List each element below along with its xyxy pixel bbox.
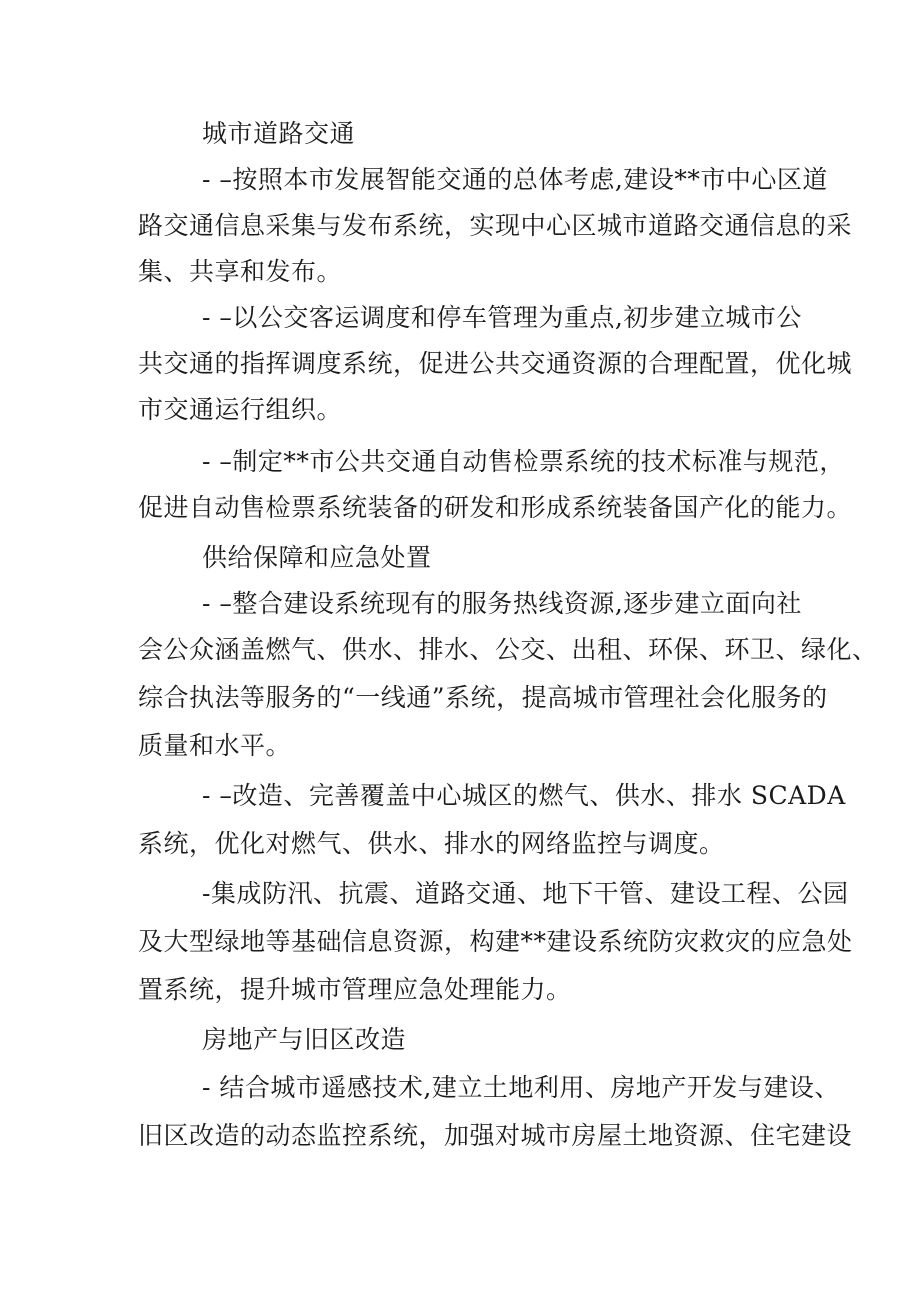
paragraph-line: - –改造、完善覆盖中心城区的燃气、供水、排水 SCADA: [202, 781, 846, 810]
paragraph-line: 会公众涵盖燃气、供水、排水、公交、出租、环保、环卫、绿化、: [138, 635, 878, 664]
paragraph-line: 集、共享和发布。: [138, 257, 343, 286]
paragraph-line: 旧区改造的动态监控系统，加强对城市房屋土地资源、住宅建设: [138, 1121, 853, 1150]
paragraph-line: - 结合城市遥感技术,建立土地利用、房地产开发与建设、: [202, 1073, 840, 1102]
section-heading: 城市道路交通: [202, 119, 356, 148]
paragraph-line: 共交通的指挥调度系统，促进公共交通资源的合理配置，优化城: [138, 349, 853, 378]
paragraph-line: -集成防汛、抗震、道路交通、地下干管、建设工程、公园: [202, 879, 849, 908]
paragraph-line: 路交通信息采集与发布系统，实现中心区城市道路交通信息的采: [138, 211, 853, 240]
paragraph-line: - –按照本市发展智能交通的总体考虑,建设**市中心区道: [202, 165, 828, 194]
paragraph-line: 质量和水平。: [138, 731, 292, 760]
paragraph-line: 系统，优化对燃气、供水、排水的网络监控与调度。: [138, 829, 725, 858]
section-heading: 供给保障和应急处置: [202, 543, 432, 572]
paragraph-line: 置系统，提升城市管理应急处理能力。: [138, 975, 572, 1004]
section-heading: 房地产与旧区改造: [202, 1025, 407, 1054]
paragraph-line: 及大型绿地等基础信息资源，构建**建设系统防灾救灾的应急处: [138, 927, 853, 956]
paragraph-line: - –以公交客运调度和停车管理为重点,初步建立城市公: [202, 303, 802, 332]
paragraph-line: 促进自动售检票系统装备的研发和形成系统装备国产化的能力。: [138, 493, 853, 522]
paragraph-line: - –制定**市公共交通自动售检票系统的技术标准与规范，: [202, 447, 845, 476]
paragraph-line: 综合执法等服务的“一线通”系统，提高城市管理社会化服务的: [138, 683, 828, 712]
paragraph-line: 市交通运行组织。: [138, 395, 343, 424]
paragraph-line: - –整合建设系统现有的服务热线资源,逐步建立面向社: [202, 589, 802, 618]
